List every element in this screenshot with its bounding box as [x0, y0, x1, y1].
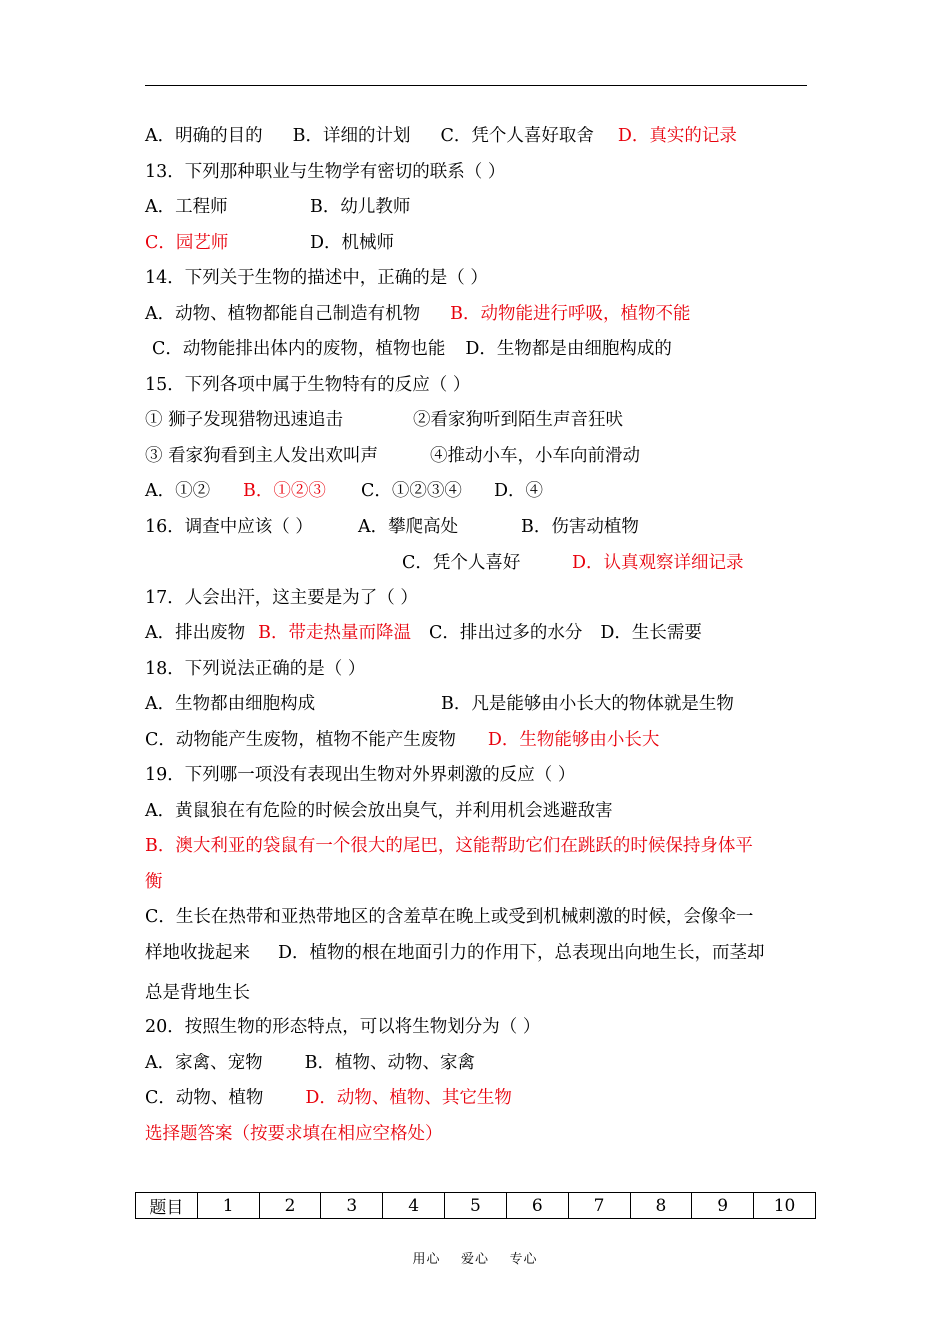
q14-option-c: C．动物能排出体内的废物，植物也能: [152, 339, 446, 359]
answer-table-cell: 6: [506, 1193, 568, 1219]
q12-option-c: C．凭个人喜好取舍: [440, 126, 594, 146]
q13-option-b: B．幼儿教师: [310, 197, 411, 217]
q13-stem: 13．下列那种职业与生物学有密切的联系（ ）: [145, 162, 506, 182]
q14-options-row2: [152, 337, 672, 361]
q19-stem: 19．下列哪一项没有表现出生物对外界刺激的反应（ ）: [145, 765, 576, 785]
q16-stem: 16．调查中应该（ ）: [145, 517, 313, 537]
answer-table-cell: 4: [383, 1193, 445, 1219]
q18-stem: 18．下列说法正确的是（ ）: [145, 659, 366, 679]
q19-options-row-cd: [145, 941, 765, 965]
answer-table-cell: 题目: [136, 1193, 198, 1219]
answer-table-cell: 2: [259, 1193, 321, 1219]
q17-option-b-answer: B．带走热量而降温: [258, 623, 412, 643]
q16-option-a: A．攀爬高处: [358, 517, 459, 537]
q18-options-row2: [145, 728, 659, 752]
q12-options: [145, 124, 737, 148]
q15-option-d: D．④: [494, 481, 544, 501]
q20-option-d-answer: D．动物、植物、其它生物: [305, 1088, 512, 1108]
q20-option-c: C．动物、植物: [145, 1088, 264, 1108]
q15-item-1: ① 狮子发现猎物迅速追击: [145, 410, 344, 430]
q19-option-c-line2: 样地收拢起来: [145, 943, 250, 963]
header-rule: [145, 85, 807, 86]
q13-option-a: A．工程师: [145, 197, 228, 217]
page-footer: 用心 爱心 专心: [412, 1252, 538, 1267]
q16-option-d-answer: D．认真观察详细记录: [572, 553, 744, 573]
q19-option-c-line1: C．生长在热带和亚热带地区的含羞草在晚上或受到机械刺激的时候，会像伞一: [145, 907, 754, 927]
q13-options-row2: [145, 231, 394, 255]
answer-table-cell: 9: [692, 1193, 754, 1219]
q19-option-d-line1: D．植物的根在地面引力的作用下，总表现出向地生长，而茎却: [278, 943, 765, 963]
q12-option-b: B．详细的计划: [292, 126, 411, 146]
q16-option-c: C．凭个人喜好: [402, 553, 521, 573]
q19-option-a: A．黄鼠狼在有危险的时候会放出臭气，并利用机会逃避敌害: [145, 801, 613, 821]
answer-table: [135, 1192, 816, 1219]
q19-option-b-answer-line2: 衡: [145, 872, 163, 892]
q15-options: [145, 479, 543, 503]
q16-option-b: B．伤害动植物: [521, 517, 639, 537]
q15-items-row1: [145, 408, 623, 432]
q17-option-a: A．排出废物: [145, 623, 246, 643]
answer-table-cell: 5: [445, 1193, 507, 1219]
q15-items-row2: [145, 444, 640, 468]
q17-options: [145, 621, 702, 645]
answer-table-header-row: [136, 1193, 816, 1219]
q20-options-row2: [145, 1086, 512, 1110]
q15-item-4: ④推动小车，小车向前滑动: [430, 446, 640, 466]
q13-options-row1: [145, 195, 410, 219]
q14-stem: 14．下列关于生物的描述中，正确的是（ ）: [145, 268, 488, 288]
q14-option-b-answer: B．动物能进行呼吸，植物不能: [450, 304, 691, 324]
q18-option-c: C．动物能产生废物，植物不能产生废物: [145, 730, 456, 750]
q20-options-row1: [145, 1051, 475, 1075]
q15-stem: 15．下列各项中属于生物特有的反应（ ）: [145, 375, 471, 395]
q18-option-b: B．凡是能够由小长大的物体就是生物: [441, 694, 734, 714]
q15-option-b-answer: B．①②③: [243, 481, 326, 501]
q15-item-2: ②看家狗听到陌生声音狂吠: [413, 410, 623, 430]
answer-table-cell: 10: [754, 1193, 816, 1219]
q18-option-a: A．生物都由细胞构成: [145, 694, 316, 714]
q18-option-d-answer: D．生物能够由小长大: [487, 730, 660, 750]
q20-option-a: A．家禽、宠物: [145, 1053, 263, 1073]
q12-option-d-answer: D．真实的记录: [617, 126, 737, 146]
q15-item-3: ③ 看家狗看到主人发出欢叫声: [145, 446, 379, 466]
q13-option-d: D．机械师: [310, 233, 395, 253]
q18-options-row1: [145, 692, 734, 716]
answer-table-cell: 7: [568, 1193, 630, 1219]
q12-option-a: A．明确的目的: [145, 126, 263, 146]
q20-stem: 20．按照生物的形态特点，可以将生物划分为（ ）: [145, 1017, 541, 1037]
q19-option-b-answer-line1: B．澳大利亚的袋鼠有一个很大的尾巴，这能帮助它们在跳跃的时候保持身体平: [145, 836, 753, 856]
q19-option-d-line2: 总是背地生长: [145, 983, 250, 1003]
q16-row1: [145, 515, 639, 539]
q16-row2: [402, 551, 744, 575]
q15-option-a: A．①②: [145, 481, 211, 501]
q14-option-a: A．动物、植物都能自己制造有机物: [145, 304, 421, 324]
answer-heading: 选择题答案（按要求填在相应空格处）: [145, 1124, 443, 1144]
answer-table-cell: 1: [197, 1193, 259, 1219]
q20-option-b: B．植物、动物、家禽: [304, 1053, 476, 1073]
answer-table-cell: 3: [321, 1193, 383, 1219]
q17-stem: 17．人会出汗，这主要是为了（ ）: [145, 588, 418, 608]
q13-option-c-answer: C．园艺师: [145, 233, 229, 253]
q17-option-c: C．排出过多的水分: [429, 623, 583, 643]
q15-option-c: C．①②③④: [361, 481, 462, 501]
q14-options-row1: [145, 302, 691, 326]
q17-option-d: D．生长需要: [600, 623, 702, 643]
answer-table-cell: 8: [630, 1193, 692, 1219]
q14-option-d: D．生物都是由细胞构成的: [465, 339, 672, 359]
